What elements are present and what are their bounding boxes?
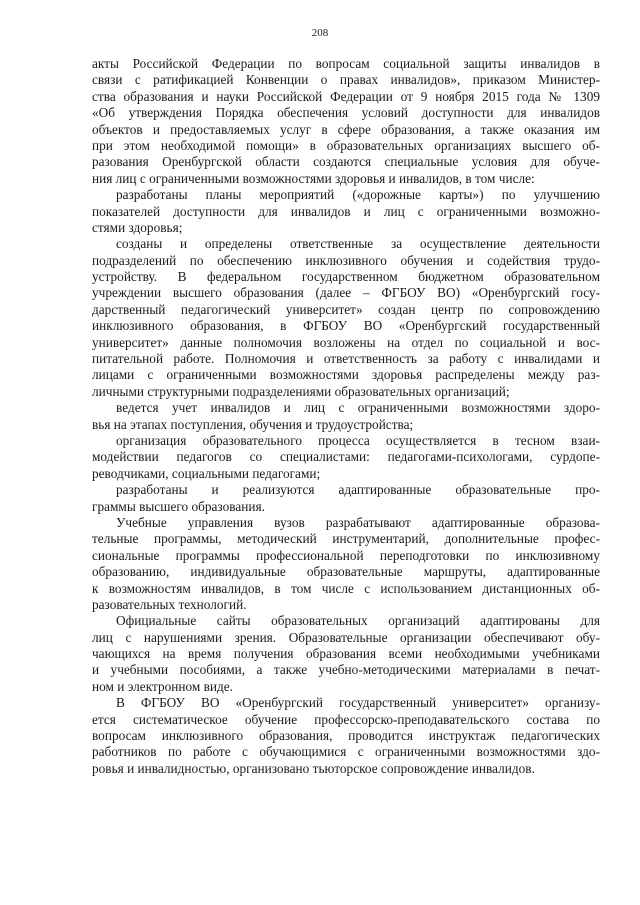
body-text: [92, 56, 600, 777]
text-line: работников по работе с обучающимися с ограниченными возможностями здо-: [92, 744, 600, 760]
text-line: Учебные управления вузов разрабатывают адаптированные образова-: [116, 514, 600, 530]
text-line: ном и электронном виде.: [92, 678, 233, 694]
text-line: разработаны планы мероприятий («дорожные карты») по улучшению: [116, 187, 600, 203]
text-line: ется систематическое обучение профессорско-преподавательского состава по: [92, 711, 600, 727]
text-line: и учебными пособиями, а также учебно-методическими материалами в печат-: [92, 662, 600, 678]
text-line: подразделений по обеспечению инклюзивного обучения и содействия трудо-: [92, 252, 600, 268]
text-line: учреждении высшего образования (далее – ФГБОУ ВО) «Оренбургский госу-: [92, 285, 600, 301]
text-line: при этом необходимой помощи» в образовательных организациях высшего об-: [92, 137, 600, 153]
text-line: разработаны и реализуются адаптированные образовательные про-: [116, 482, 600, 498]
text-line: питательной работе. Полномочия и ответственность за работу с инвалидами и: [92, 351, 600, 367]
text-line: связи с ратификацией Конвенции о правах инвалидов», приказом Министер-: [92, 72, 600, 88]
text-line: стями здоровья;: [92, 219, 183, 235]
text-line: устройству. В федеральном государственном бюджетном образовательном: [92, 269, 600, 285]
text-line: реводчиками, социальными педагогами;: [92, 465, 321, 481]
text-line: разования Оренбургской области создаются специальные условия для обуче-: [92, 154, 600, 170]
text-line: лицами с ограниченными возможностями здоровья распределены между раз-: [92, 367, 600, 383]
text-line: показателей доступности для инвалидов и лиц с ограниченными возможно-: [92, 203, 600, 219]
page-number: 208: [311, 27, 329, 39]
text-line: личными структурными подразделениями образовательных организаций;: [92, 383, 510, 399]
text-line: акты Российской Федерации по вопросам социальной защиты инвалидов в: [92, 56, 600, 71]
text-line: ровья и инвалидностью, организовано тьюторское сопровождение инвалидов.: [92, 760, 535, 776]
text-line: вопросам инклюзивного образования, проводится инструктаж педагогических: [92, 728, 600, 744]
text-line: вья на этапах поступления, обучения и трудоустройства;: [92, 416, 414, 432]
text-line: Официальные сайты образовательных организаций адаптированы для: [116, 613, 600, 629]
text-line: чающихся на время получения образования всеми необходимыми учебниками: [92, 646, 600, 662]
text-line: к возможностям инвалидов, в том числе с использованием дистанционных об-: [92, 580, 600, 596]
text-line: ведется учет инвалидов и лиц с ограниченными возможностями здоро-: [116, 400, 600, 416]
text-line: разовательных технологий.: [92, 596, 247, 612]
text-line: модействии педагогов со специалистами: педагогами-психологами, сурдопе-: [92, 449, 600, 465]
text-line: дарственный педагогический университет» создан центр по сопровождению: [92, 301, 600, 317]
text-line: В ФГБОУ ВО «Оренбургский государственный университет» организу-: [116, 695, 600, 711]
text-line: граммы высшего образования.: [92, 498, 265, 514]
text-line: ства образования и науки Российской Федерации от 9 ноября 2015 года № 1309: [92, 88, 600, 104]
text-line: лиц с нарушениями зрения. Образовательные организации обеспечивают обу-: [92, 629, 600, 645]
text-line: объектов и предоставляемых услуг в сфере образования, а также оказания им: [92, 121, 600, 137]
text-line: сиональные программы профессиональной переподготовки по инклюзивному: [92, 547, 600, 563]
text-line: образованию, индивидуальные образовательные маршруты, адаптированные: [92, 564, 600, 580]
text-line: организация образовательного процесса осуществляется в тесном взаи-: [116, 432, 600, 448]
text-line: «Об утверждения Порядка обеспечения условий доступности для инвалидов: [92, 105, 600, 121]
text-line: инклюзивного образования, в ФГБОУ ВО «Оренбургский государственный: [92, 318, 600, 334]
text-line: университет» данные полномочия возложены на отдел по социальной и вос-: [92, 334, 600, 350]
text-line: ния лиц с ограниченными возможностями здоровья и инвалидов, в том числе:: [92, 170, 535, 186]
text-line: тельные программы, методический инструментарий, дополнительные профес-: [92, 531, 600, 547]
text-line: созданы и определены ответственные за осуществление деятельности: [116, 236, 600, 252]
